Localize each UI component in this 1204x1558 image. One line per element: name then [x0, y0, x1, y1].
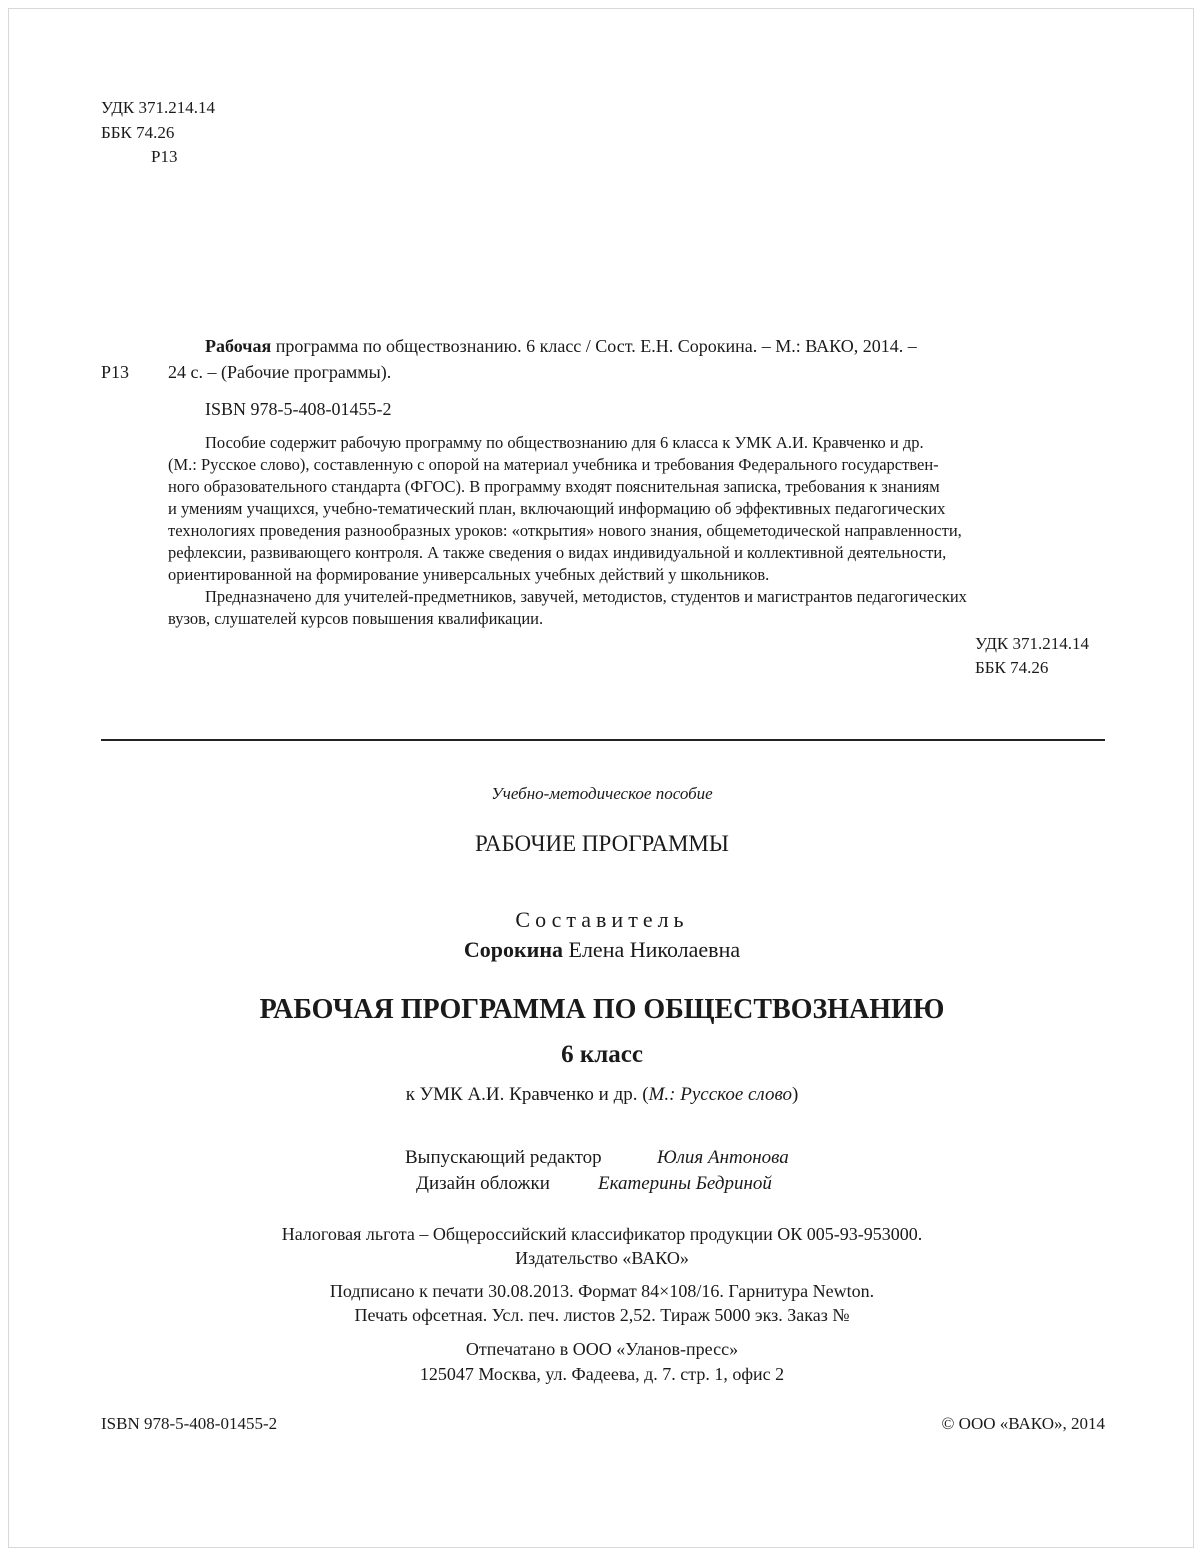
annotation-p1-line6: рефлексии, развивающего контроля. А также сведения о видах индивидуальной и коллективной деятельности, — [168, 543, 947, 562]
divider-line — [101, 739, 1105, 741]
header-bbk: ББК 74.26 — [101, 123, 175, 142]
bibliographic-side-sign: Р13 — [101, 362, 130, 382]
annotation-p1-line3: ного образовательного стандарта (ФГОС). В программу входят пояснительная записка, требования к знаниям — [168, 477, 940, 496]
imprint-editor-name: Юлия Антонова — [657, 1147, 789, 1168]
imprint-printed: Отпечатано в ООО «Уланов-пресс» — [465, 1339, 739, 1359]
imprint-editor-label: Выпускающий редактор — [405, 1147, 602, 1168]
annotation-p1-line5: технологиях проведения разнообразных уроков: «открытия» нового знания, общеметодической направленности, — [168, 521, 962, 540]
header-udk: УДК 371.214.14 — [101, 98, 216, 117]
bibliographic-title-line2: 24 с. – (Рабочие программы). — [168, 362, 392, 382]
bibliographic-isbn: ISBN 978-5-408-01455-2 — [205, 399, 392, 419]
footer-isbn: ISBN 978-5-408-01455-2 — [101, 1414, 278, 1433]
imprint-address: 125047 Москва, ул. Фадеева, д. 7. стр. 1, офис 2 — [419, 1364, 785, 1384]
imprint-signed: Подписано к печати 30.08.2013. Формат 84×108/16. Гарнитура Newton. — [329, 1281, 875, 1301]
imprint-compiler-surname: Сорокина — [463, 937, 564, 962]
imprint-genre: Учебно-методическое пособие — [491, 784, 713, 803]
imprint-print: Печать офсетная. Усл. печ. листов 2,52. Тираж 5000 экз. Заказ № — [354, 1305, 850, 1325]
imprint-compiler-name: Елена Николаевна — [563, 937, 741, 962]
imprint-compiler — [0, 937, 1204, 963]
annotation-p1-line7: ориентированной на формирование универсальных учебных действий у школьников. — [168, 565, 770, 584]
imprint-grade: 6 класс — [561, 1041, 643, 1068]
imprint-cover-label: Дизайн обложки — [416, 1173, 550, 1194]
imprint-umk-suffix: ) — [791, 1084, 799, 1105]
annotation-p2-line2: вузов, слушателей курсов повышения квалификации. — [168, 609, 544, 628]
imprint-series: РАБОЧИЕ ПРОГРАММЫ — [475, 831, 729, 856]
annotation-udk: УДК 371.214.14 — [975, 634, 1090, 653]
imprint-tax: Налоговая льгота – Общероссийский классификатор продукции ОК 005-93-953000. — [281, 1224, 923, 1244]
imprint-title: РАБОЧАЯ ПРОГРАММА ПО ОБЩЕСТВОЗНАНИЮ — [259, 994, 945, 1025]
header-author-sign: Р13 — [151, 147, 178, 166]
imprint-cover-name: Екатерины Бедриной — [598, 1173, 772, 1194]
annotation-bbk: ББК 74.26 — [975, 658, 1049, 677]
bibliographic-title-rest: программа по обществознанию. 6 класс / Сост. Е.Н. Сорокина. – М.: ВАКО, 2014. – — [271, 336, 917, 356]
bibliographic-title-bold: Рабочая — [205, 336, 272, 356]
annotation-p1-line4: и умениям учащихся, учебно-тематический план, включающий информацию об эффективных педагогических — [168, 499, 946, 518]
imprint-publisher: Издательство «ВАКО» — [515, 1248, 689, 1268]
imprint-umk — [0, 1084, 1204, 1106]
imprint-umk-prefix: к УМК А.И. Кравченко и др. ( — [405, 1084, 649, 1105]
annotation-p2-line1: Предназначено для учителей-предметников, завучей, методистов, студентов и магистрантов педагогических — [205, 587, 967, 606]
annotation-p1-line2: (М.: Русское слово), составленную с опорой на материал учебника и требования Федерального государствен- — [168, 455, 939, 474]
annotation-p1-line1: Пособие содержит рабочую программу по обществознанию для 6 класса к УМК А.И. Кравченко и др. — [205, 433, 924, 452]
imprint-compiler-label: Составитель — [515, 907, 689, 932]
imprint-umk-italic: М.: Русское слово — [648, 1084, 792, 1105]
footer-copyright: © ООО «ВАКО», 2014 — [941, 1414, 1105, 1433]
bibliographic-title — [205, 333, 917, 359]
